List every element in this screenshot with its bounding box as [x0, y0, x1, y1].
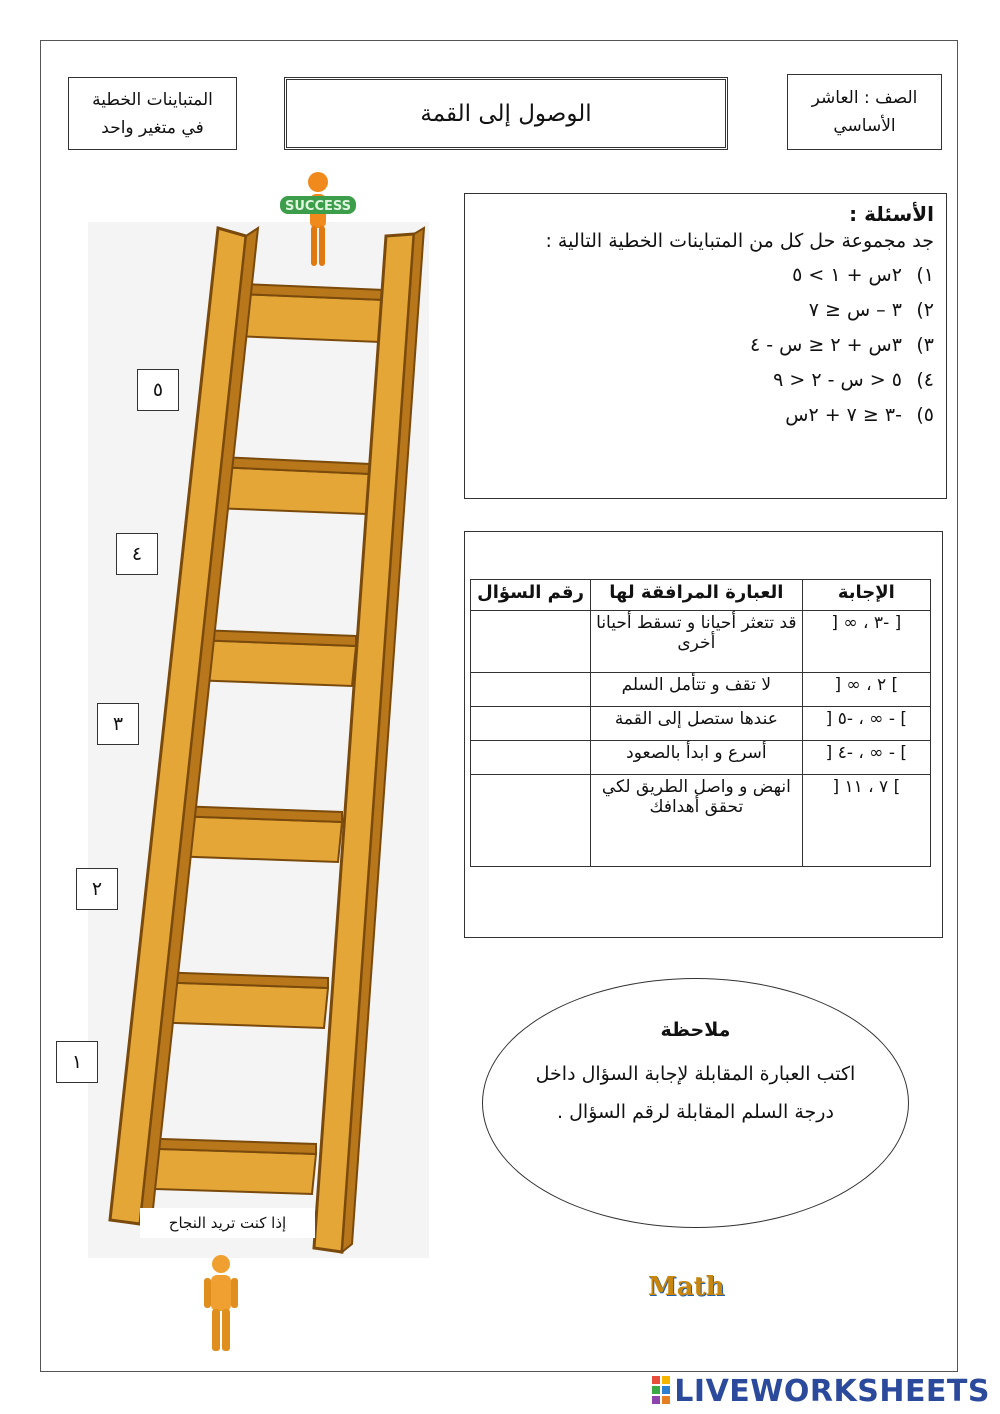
step-number: ١: [71, 1051, 83, 1073]
question-number-cell[interactable]: [471, 741, 591, 775]
table-row: [471, 741, 931, 775]
phrase-cell: أسرع و ابدأ بالصعود: [591, 741, 803, 775]
answers-table-box: [464, 531, 943, 938]
answer-cell: ] ٢ ، ∞ [: [802, 673, 930, 707]
step-number: ٥: [152, 379, 164, 401]
question-number-cell[interactable]: [471, 707, 591, 741]
step-number: ٣: [112, 713, 124, 735]
grade-label: الصف : العاشر الأساسي: [811, 88, 918, 136]
question-item: [477, 363, 934, 398]
question-number: ٢): [916, 299, 934, 321]
table-row: [471, 775, 931, 867]
question-number-cell[interactable]: [471, 673, 591, 707]
phrase-cell: انهض و واصل الطريق لكي تحقق أهدافك: [591, 775, 803, 867]
header-question-number: رقم السؤال: [471, 580, 591, 611]
step-number: ٢: [91, 878, 103, 900]
question-item: [477, 293, 934, 328]
note-body: اكتب العبارة المقابلة لإجابة السؤال داخل درجة السلم المقابلة لرقم السؤال .: [535, 1063, 856, 1123]
question-number: ٤): [916, 369, 934, 391]
header-answer: الإجابة: [802, 580, 930, 611]
question-text: ٥ < س - ٢ < ٩: [773, 369, 902, 391]
table-header-row: [471, 580, 931, 611]
phrase-cell: قد تتعثر أحيانا و تسقط أحيانا أخرى: [591, 611, 803, 673]
question-item: [477, 398, 934, 433]
table-row: [471, 611, 931, 673]
question-text: ٣س + ٢ ≤ س - ٤: [749, 334, 902, 356]
grade-box: [787, 74, 942, 150]
math-logo: Math: [648, 1272, 725, 1302]
person-figure-icon: [196, 1254, 246, 1354]
topic-label: المتباينات الخطية في متغير واحد: [92, 89, 213, 138]
question-text: -٣ ≤ ٧ + ٢س: [785, 404, 902, 426]
table-row: [471, 673, 931, 707]
step-number-box-4: [116, 533, 158, 575]
questions-intro: جد مجموعة حل كل من المتباينات الخطية التالية :: [545, 230, 934, 252]
questions-box: [464, 193, 947, 499]
phrase-cell: عندها ستصل إلى القمة: [591, 707, 803, 741]
question-number-cell[interactable]: [471, 611, 591, 673]
liveworksheets-logo-icon: [652, 1376, 670, 1404]
success-figure-icon: [276, 170, 360, 270]
step-number-box-2: [76, 868, 118, 910]
note-title: ملاحظة: [660, 1019, 731, 1041]
step-number: ٤: [131, 543, 143, 565]
answer-cell: [ -٣ ، ∞ [: [802, 611, 930, 673]
page-title: الوصول إلى القمة: [420, 100, 592, 127]
table-row: [471, 707, 931, 741]
note-ellipse: [482, 978, 909, 1228]
step-number-box-1: [56, 1041, 98, 1083]
question-number: ٣): [916, 334, 934, 356]
question-text: ٢س + ١ > ٥: [792, 264, 902, 286]
topic-box: [68, 77, 237, 150]
question-item: [477, 258, 934, 293]
title-box: [284, 77, 728, 150]
step-number-box-5: [137, 369, 179, 411]
question-number: ١): [916, 264, 934, 286]
questions-heading: الأسئلة :: [849, 202, 934, 226]
question-number-cell[interactable]: [471, 775, 591, 867]
answer-cell: ] - ∞ ، -٥ [: [802, 707, 930, 741]
ladder-caption: إذا كنت تريد النجاح: [140, 1208, 315, 1238]
question-text: ٣ – س ≤ ٧: [808, 299, 902, 321]
success-sign-text: SUCCESS: [284, 199, 352, 214]
phrase-cell: لا تقف و تتأمل السلم: [591, 673, 803, 707]
answer-cell: ] - ∞ ، -٤ [: [802, 741, 930, 775]
question-item: [477, 328, 934, 363]
liveworksheets-brand: [652, 1374, 990, 1409]
answers-table: [470, 579, 931, 867]
step-number-box-3: [97, 703, 139, 745]
answer-cell: ] ٧ ، ١١ [: [802, 775, 930, 867]
header-phrase: العبارة المرافقة لها: [591, 580, 803, 611]
brand-text: LIVEWORKSHEETS: [674, 1374, 990, 1409]
question-number: ٥): [916, 404, 934, 426]
